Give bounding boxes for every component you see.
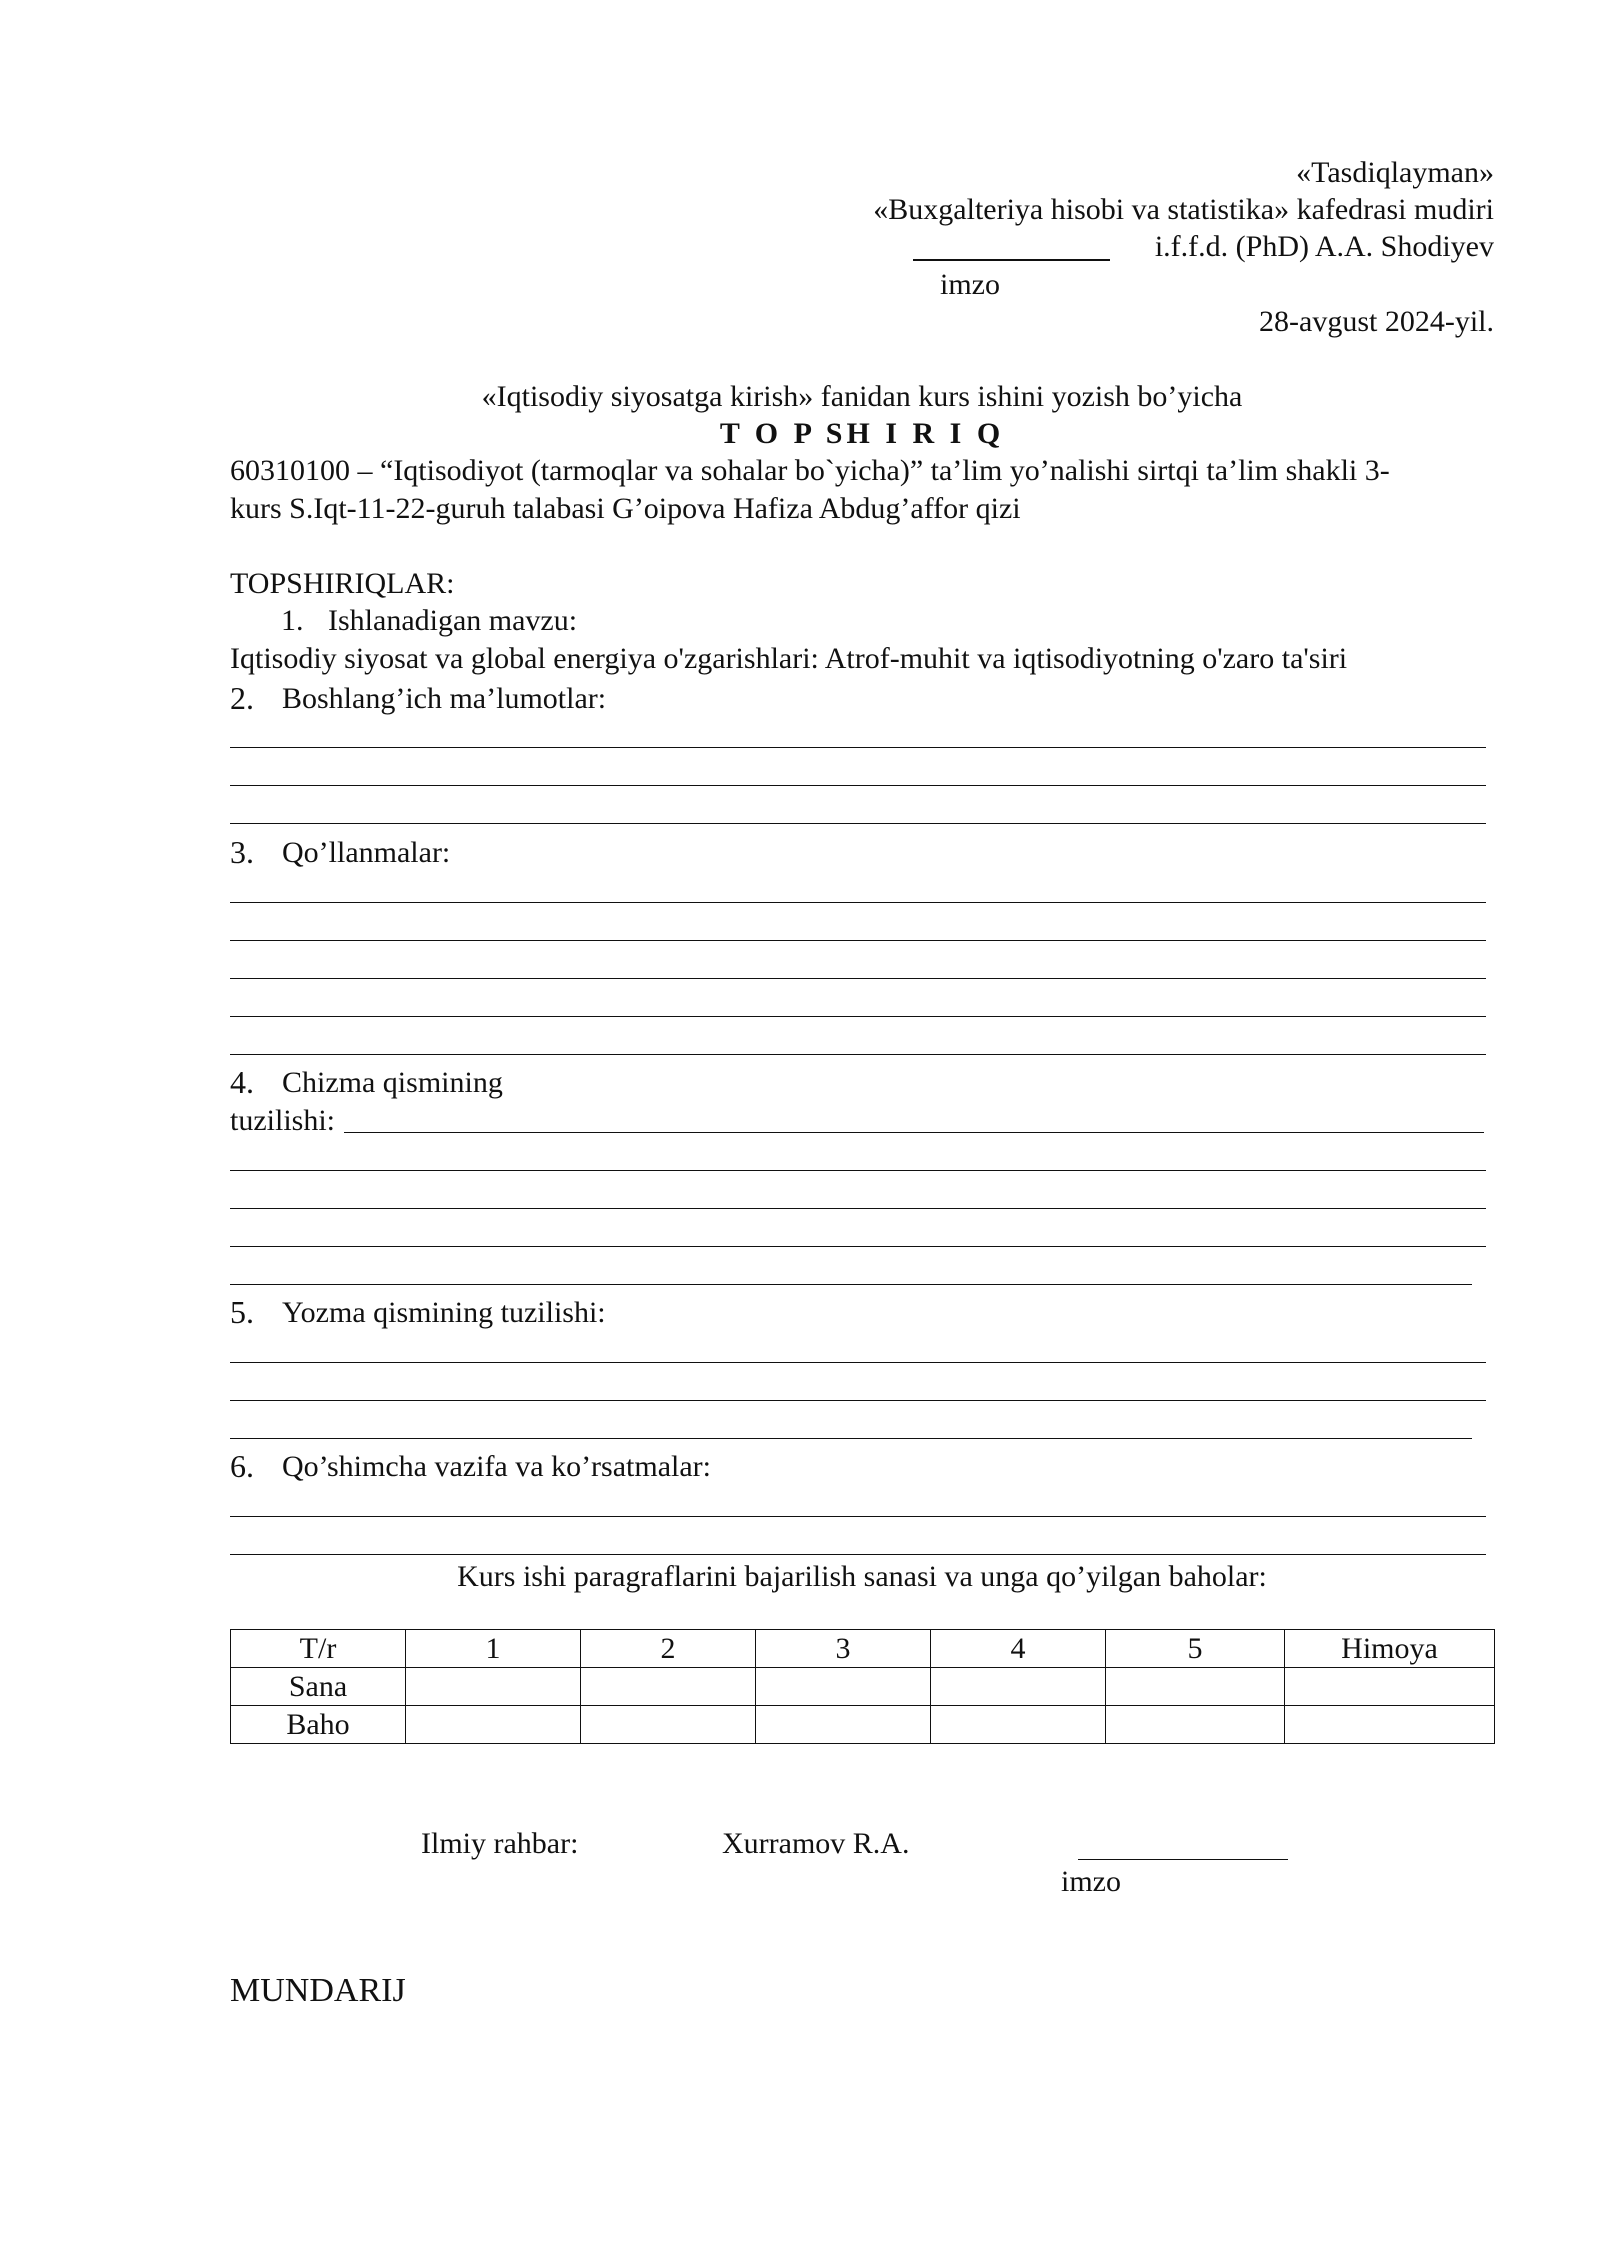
task-6-label: Qo’shimcha vazifa va ko’rsatmalar:	[282, 1450, 711, 1483]
grades-header-cell: Himoya	[1285, 1630, 1495, 1668]
task-3-label: Qo’llanmalar:	[282, 836, 451, 869]
grades-cell	[1106, 1668, 1285, 1706]
grades-table	[230, 1629, 1495, 1744]
approval-head-name: i.f.f.d. (PhD) A.A. Shodiyev	[1154, 230, 1494, 263]
task-2-number: 2.	[230, 680, 254, 716]
approval-title: «Tasdiqlayman»	[1296, 156, 1494, 189]
approval-date: 28-avgust 2024-yil.	[1259, 305, 1494, 338]
grades-header-cell: 4	[931, 1630, 1106, 1668]
approval-signature-line	[913, 259, 1110, 261]
student-line-1: 60310100 – “Iqtisodiyot (tarmoqlar va sohalar bo`yicha)” ta’lim yo’nalishi sirtqi ta’lim shakli 3-	[230, 454, 1390, 487]
task-1-label: Ishlanadigan mavzu:	[328, 604, 578, 637]
grades-row-label: Sana	[231, 1668, 406, 1706]
approval-department: «Buxgalteriya hisobi va statistika» kafedrasi mudiri	[873, 193, 1494, 226]
task-4-number: 4.	[230, 1064, 254, 1100]
grades-header-cell: 3	[756, 1630, 931, 1668]
task-6-line	[230, 1554, 1486, 1555]
grades-cell	[931, 1668, 1106, 1706]
grades-header-cell: 2	[581, 1630, 756, 1668]
grades-row-label: Baho	[231, 1706, 406, 1744]
task-4-label-continued: tuzilishi:	[230, 1104, 335, 1137]
task-2-label: Boshlang’ich ma’lumotlar:	[282, 682, 607, 715]
grades-cell	[756, 1668, 931, 1706]
task-4-line	[230, 1208, 1486, 1209]
task-5-line	[230, 1400, 1486, 1401]
task-3-line	[230, 978, 1486, 979]
document-subtitle: «Iqtisodiy siyosatga kirish» fanidan kurs ishini yozish bo’yicha	[481, 380, 1243, 413]
task-4-line	[230, 1246, 1486, 1247]
task-5-label: Yozma qismining tuzilishi:	[282, 1296, 606, 1329]
contents-heading: MUNDARIJ	[230, 1972, 406, 2009]
grades-cell	[581, 1706, 756, 1744]
grades-cell	[1285, 1668, 1495, 1706]
supervisor-label: Ilmiy rahbar:	[421, 1827, 579, 1860]
supervisor-signature-line	[1078, 1859, 1288, 1860]
grades-row-date	[231, 1668, 1495, 1706]
task-4-line	[230, 1284, 1472, 1285]
grades-cell	[1285, 1706, 1495, 1744]
task-3-line	[230, 1016, 1486, 1017]
student-line-2: kurs S.Iqt-11-22-guruh talabasi G’oipova Hafiza Abdug’affor qizi	[230, 492, 1021, 525]
grades-cell	[406, 1668, 581, 1706]
task-6-number: 6.	[230, 1448, 254, 1484]
task-2-line	[230, 785, 1486, 786]
task-4-line	[230, 1170, 1486, 1171]
task-6-line	[230, 1516, 1486, 1517]
supervisor-name: Xurramov R.A.	[722, 1827, 910, 1860]
grades-cell	[581, 1668, 756, 1706]
approval-signature-label: imzo	[940, 268, 1000, 301]
grades-cell	[1106, 1706, 1285, 1744]
task-3-line	[230, 940, 1486, 941]
task-2-line	[230, 823, 1486, 824]
task-3-line	[230, 1054, 1486, 1055]
grades-row-grade	[231, 1706, 1495, 1744]
document-title: T O P SH I R I Q	[719, 417, 1005, 450]
tasks-heading: TOPSHIRIQLAR:	[230, 567, 455, 600]
supervisor-signature-label: imzo	[1061, 1865, 1121, 1898]
task-5-line	[230, 1362, 1486, 1363]
task-1-number: 1.	[281, 604, 304, 637]
grades-cell	[931, 1706, 1106, 1744]
grades-header-cell: 1	[406, 1630, 581, 1668]
task-3-line	[230, 902, 1486, 903]
grades-header-cell: T/r	[231, 1630, 406, 1668]
task-topic: Iqtisodiy siyosat va global energiya o'zgarishlari: Atrof-muhit va iqtisodiyotning o'zaro ta'siri	[230, 642, 1348, 675]
grades-caption: Kurs ishi paragraflarini bajarilish sanasi va unga qo’yilgan baholar:	[457, 1560, 1267, 1593]
grades-header-row	[231, 1630, 1495, 1668]
task-4-label: Chizma qismining	[282, 1066, 503, 1099]
task-5-number: 5.	[230, 1294, 254, 1330]
task-5-line	[230, 1438, 1472, 1439]
task-3-number: 3.	[230, 834, 254, 870]
grades-cell	[756, 1706, 931, 1744]
task-4-line	[344, 1132, 1484, 1133]
grades-header-cell: 5	[1106, 1630, 1285, 1668]
task-2-line	[230, 747, 1486, 748]
grades-cell	[406, 1706, 581, 1744]
